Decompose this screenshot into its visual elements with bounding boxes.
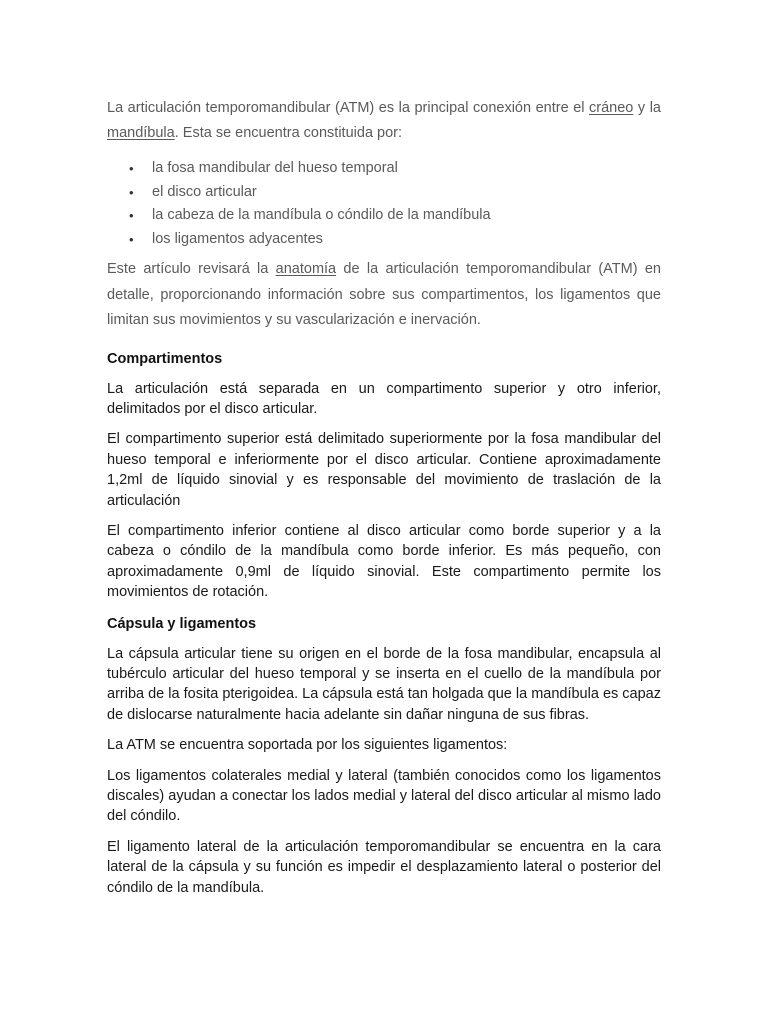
components-list [107,157,661,251]
intro-text: La articulación temporomandibular (ATM) es la principal conexión entre el [107,100,590,116]
link-mandibula[interactable]: mandíbula [107,124,175,141]
paragraph: El compartimento superior está delimitado superiormente por la fosa mandibular del hueso temporal e inferiormente por el disco articular. Contiene aproximadamente 1,2ml de líquido sinovial y es responsable del movimiento de traslación de la articulación [107,431,661,509]
heading-compartimentos: Compartimentos [107,350,223,367]
document-page [107,96,661,908]
bullet-icon: • [129,161,134,176]
bullet-icon: • [129,208,134,223]
intro-text: y la [633,100,662,116]
overview-paragraph [107,257,661,334]
paragraph: La ATM se encuentra soportada por los siguientes ligamentos: [107,737,508,754]
list-item [107,204,661,228]
list-item-text: los ligamentos adyacentes [152,230,323,247]
list-item [107,157,661,181]
intro-text: . Esta se encuentra constituida por: [174,124,403,141]
paragraph: El compartimento inferior contiene al disco articular como borde superior y a la cabeza o cóndilo de la mandíbula como borde inferior. Es más pequeño, con aproximadamente 0,9ml de líquido sinovial. Este compartimento permite los movimientos de rotación. [107,522,661,601]
paragraph: La cápsula articular tiene su origen en el borde de la fosa mandibular, encapsula al tubérculo articular del hueso temporal y se inserta en el cuello de la mandíbula por arriba de la fosita pterigoidea. La cápsula está tan holgada que la mandíbula es capaz de dislocarse naturalmente hacia adelante sin dañar ninguna de sus fibras. [107,645,661,723]
overview-text: Este artículo revisará la [107,261,276,277]
heading-capsula-ligamentos: Cápsula y ligamentos [107,615,257,632]
link-craneo[interactable]: cráneo [589,100,634,116]
overview-text: de la articulación temporomandibular (ATM) en detalle, proporcionando información sobre sus compartimentos, los ligamentos que limitan sus movimientos y su vascularización e inervación. [107,261,661,328]
paragraph: La articulación está separada en un compartimento superior y otro inferior, delimitados por el disco articular. [107,380,661,417]
bullet-icon: • [129,184,134,200]
list-item-text: el disco articular [152,183,257,200]
list-item-text: la cabeza de la mandíbula o cóndilo de la mandíbula [152,207,491,223]
link-anatomia[interactable]: anatomía [275,261,337,277]
bullet-icon: • [129,231,134,247]
list-item [107,181,661,205]
paragraph: Los ligamentos colaterales medial y lateral (también conocidos como los ligamentos discales) ayudan a conectar los lados medial y lateral del disco articular al mismo lado del cóndilo. [107,767,661,825]
list-item-text: la fosa mandibular del hueso temporal [152,160,398,176]
intro-paragraph [107,96,661,145]
list-item [107,228,661,252]
paragraph: El ligamento lateral de la articulación temporomandibular se encuentra en la cara lateral de la cápsula y su función es impedir el desplazamiento lateral o posterior del cóndilo de la mandíbula. [107,838,661,896]
